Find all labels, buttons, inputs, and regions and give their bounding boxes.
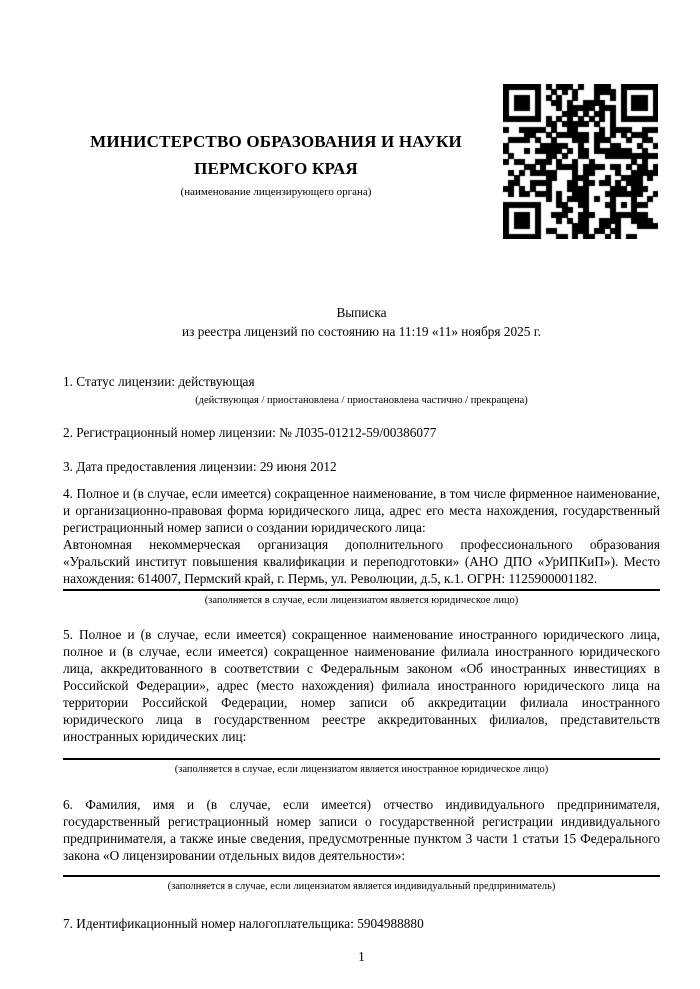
legal-entity-fill-line (63, 589, 660, 591)
document-body (0, 373, 700, 965)
title-line1: Выписка (336, 305, 387, 320)
legal-entity-value: Автономная некоммерческая организация дополнительного профессионального образования «Уральский институт повышения квалификации и переподготовки» (АНО ДПО «УрИПКиП»). Место нахождения: 614007, Пермский край, г. Пермь, ул. Революции, д.5, к.1. ОГРН: 1125900001182. (63, 537, 660, 586)
qr-code-icon (503, 84, 658, 239)
licensing-authority-block (63, 84, 503, 199)
document-title (0, 303, 700, 341)
foreign-entity-caption: (заполняется в случае, если лицензиатом является иностранное юридическое лицо) (174, 764, 549, 775)
authority-caption: (наименование лицензирующего органа) (180, 186, 372, 198)
inn-item: 7. Идентификационный номер налогоплательщика: 5904988880 (63, 916, 424, 931)
grant-date-item: 3. Дата предоставления лицензии: 29 июня 2012 (63, 459, 337, 474)
status-item: 1. Статус лицензии: действующая (63, 374, 255, 389)
foreign-entity-fill-line (63, 758, 660, 760)
foreign-entity-label: 5. Полное и (в случае, если имеется) сокращенное наименование иностранного юридического лица, полное и (в случае, если имеется) сокращенное наименование филиала иностранного юридического лица, аккредитованного в соответствии с Федеральным законом «Об иностранных инвестициях в Российской Федерации», адрес (место нахождения) филиала иностранного юридического лица на территории Российской Федерации, номер записи об аккредитации филиала иностранного юридического лица в государственном реестре аккредитованных филиалов, представительств иностранных юридических лиц: (63, 627, 660, 744)
status-options-caption: (действующая / приостановлена / приостановлена частично / прекращена) (195, 395, 528, 406)
authority-name-line2: ПЕРМСКОГО КРАЯ (194, 159, 358, 178)
title-line2: из реестра лицензий по состоянию на 11:19 «11» ноября 2025 г. (182, 324, 541, 339)
legal-entity-caption: (заполняется в случае, если лицензиатом является юридическое лицо) (204, 595, 519, 606)
registration-number-item: 2. Регистрационный номер лицензии: № Л035-01212-59/00386077 (63, 425, 437, 440)
qr-code-box (503, 84, 658, 239)
legal-entity-label: 4. Полное и (в случае, если имеется) сокращенное наименование, в том числе фирменное наименование, и организационно-правовая форма юридического лица, адрес его места нахождения, государственный регистрационный номер записи о создании юридического лица: (63, 486, 660, 535)
document-header (0, 0, 700, 239)
individual-entrepreneur-fill-line (63, 875, 660, 877)
individual-entrepreneur-caption: (заполняется в случае, если лицензиатом является индивидуальный предприниматель) (167, 881, 556, 892)
authority-name-line1: МИНИСТЕРСТВО ОБРАЗОВАНИЯ И НАУКИ (90, 132, 462, 151)
individual-entrepreneur-label: 6. Фамилия, имя и (в случае, если имеется) отчество индивидуального предпринимателя, государственный регистрационный номер записи о государственной регистрации индивидуального предпринимателя, а также иные сведения, предусмотренные пунктом 3 части 1 статьи 15 Федерального закона «О лицензировании отдельных видов деятельности»: (63, 797, 660, 863)
page-number: 1 (358, 949, 365, 964)
